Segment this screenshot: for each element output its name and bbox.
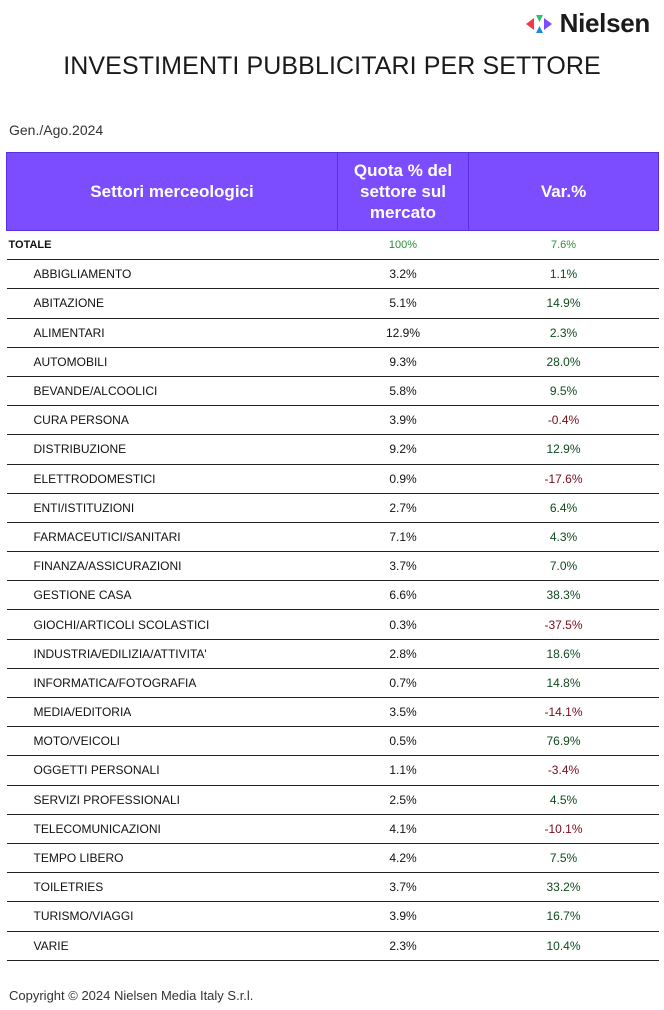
var-cell: 7.5%	[469, 843, 659, 872]
sector-cell: ALIMENTARI	[7, 318, 338, 347]
table-header-row	[7, 153, 659, 231]
sector-cell: ELETTRODOMESTICI	[7, 464, 338, 493]
var-cell: 33.2%	[469, 873, 659, 902]
sector-cell: DISTRIBUZIONE	[7, 435, 338, 464]
share-cell: 0.7%	[338, 668, 469, 697]
var-cell: 6.4%	[469, 493, 659, 522]
table-row	[7, 406, 659, 435]
var-cell: 1.1%	[469, 260, 659, 289]
page-title: INVESTIMENTI PUBBLICITARI PER SETTORE	[63, 52, 601, 80]
header-sector: Settori merceologici	[7, 153, 338, 231]
total-var: 7.6%	[469, 231, 659, 260]
share-cell: 4.1%	[338, 814, 469, 843]
share-cell: 6.6%	[338, 581, 469, 610]
table-row	[7, 435, 659, 464]
share-cell: 9.2%	[338, 435, 469, 464]
table-row	[7, 814, 659, 843]
table-row	[7, 931, 659, 960]
table-row	[7, 581, 659, 610]
total-share: 100%	[338, 231, 469, 260]
table-row	[7, 756, 659, 785]
share-cell: 2.5%	[338, 785, 469, 814]
sector-cell: ENTI/ISTITUZIONI	[7, 493, 338, 522]
sector-cell: BEVANDE/ALCOOLICI	[7, 376, 338, 405]
sector-table	[6, 152, 655, 961]
share-cell: 5.1%	[338, 289, 469, 318]
share-cell: 9.3%	[338, 347, 469, 376]
table-row	[7, 552, 659, 581]
sector-cell: VARIE	[7, 931, 338, 960]
table-row	[7, 785, 659, 814]
table-row	[7, 639, 659, 668]
period-label: Gen./Ago.2024	[9, 122, 104, 138]
copyright-text: Copyright © 2024 Nielsen Media Italy S.r.l.	[9, 988, 254, 1003]
share-cell: 1.1%	[338, 756, 469, 785]
sector-cell: GIOCHI/ARTICOLI SCOLASTICI	[7, 610, 338, 639]
var-cell: 18.6%	[469, 639, 659, 668]
share-cell: 0.5%	[338, 727, 469, 756]
share-cell: 7.1%	[338, 522, 469, 551]
sector-cell: ABBIGLIAMENTO	[7, 260, 338, 289]
sector-cell: INDUSTRIA/EDILIZIA/ATTIVITA'	[7, 639, 338, 668]
sector-cell: TOILETRIES	[7, 873, 338, 902]
var-cell: 4.3%	[469, 522, 659, 551]
var-cell: 38.3%	[469, 581, 659, 610]
sector-cell: FINANZA/ASSICURAZIONI	[7, 552, 338, 581]
header-var: Var.%	[469, 153, 659, 231]
table-row	[7, 668, 659, 697]
table-row	[7, 522, 659, 551]
sector-cell: SERVIZI PROFESSIONALI	[7, 785, 338, 814]
var-cell: 28.0%	[469, 347, 659, 376]
total-sector: TOTALE	[7, 231, 338, 260]
share-cell: 4.2%	[338, 843, 469, 872]
table-row	[7, 347, 659, 376]
var-cell: 76.9%	[469, 727, 659, 756]
sector-cell: FARMACEUTICI/SANITARI	[7, 522, 338, 551]
table-row-total	[7, 231, 659, 260]
sector-cell: TURISMO/VIAGGI	[7, 902, 338, 931]
share-cell: 12.9%	[338, 318, 469, 347]
sector-cell: INFORMATICA/FOTOGRAFIA	[7, 668, 338, 697]
sector-cell: OGGETTI PERSONALI	[7, 756, 338, 785]
table-row	[7, 318, 659, 347]
share-cell: 0.3%	[338, 610, 469, 639]
sector-cell: GESTIONE CASA	[7, 581, 338, 610]
table-row	[7, 493, 659, 522]
table-row	[7, 464, 659, 493]
table-row	[7, 873, 659, 902]
var-cell: 7.0%	[469, 552, 659, 581]
share-cell: 3.7%	[338, 552, 469, 581]
table-row	[7, 610, 659, 639]
share-cell: 3.5%	[338, 698, 469, 727]
table-row	[7, 843, 659, 872]
var-cell: 12.9%	[469, 435, 659, 464]
table-row	[7, 727, 659, 756]
share-cell: 3.2%	[338, 260, 469, 289]
share-cell: 2.7%	[338, 493, 469, 522]
var-cell: 9.5%	[469, 376, 659, 405]
sector-cell: TELECOMUNICAZIONI	[7, 814, 338, 843]
var-cell: 4.5%	[469, 785, 659, 814]
table-row	[7, 289, 659, 318]
nielsen-logo-mark-icon	[524, 12, 554, 36]
share-cell: 2.3%	[338, 931, 469, 960]
share-cell: 3.9%	[338, 406, 469, 435]
table-row	[7, 698, 659, 727]
sector-cell: ABITAZIONE	[7, 289, 338, 318]
sector-cell: MEDIA/EDITORIA	[7, 698, 338, 727]
sector-cell: TEMPO LIBERO	[7, 843, 338, 872]
table-row	[7, 260, 659, 289]
var-cell: 14.8%	[469, 668, 659, 697]
sector-cell: CURA PERSONA	[7, 406, 338, 435]
header-share: Quota % del settore sul mercato	[338, 153, 469, 231]
share-cell: 3.9%	[338, 902, 469, 931]
var-cell: -3.4%	[469, 756, 659, 785]
share-cell: 5.8%	[338, 376, 469, 405]
brand-name: Nielsen	[559, 8, 650, 38]
var-cell: -0.4%	[469, 406, 659, 435]
share-cell: 0.9%	[338, 464, 469, 493]
var-cell: -37.5%	[469, 610, 659, 639]
share-cell: 3.7%	[338, 873, 469, 902]
var-cell: -17.6%	[469, 464, 659, 493]
share-cell: 2.8%	[338, 639, 469, 668]
var-cell: 16.7%	[469, 902, 659, 931]
var-cell: 14.9%	[469, 289, 659, 318]
var-cell: -14.1%	[469, 698, 659, 727]
var-cell: -10.1%	[469, 814, 659, 843]
sector-cell: AUTOMOBILI	[7, 347, 338, 376]
table-row	[7, 376, 659, 405]
sector-cell: MOTO/VEICOLI	[7, 727, 338, 756]
var-cell: 10.4%	[469, 931, 659, 960]
var-cell: 2.3%	[469, 318, 659, 347]
nielsen-logo	[524, 8, 650, 39]
table-row	[7, 902, 659, 931]
